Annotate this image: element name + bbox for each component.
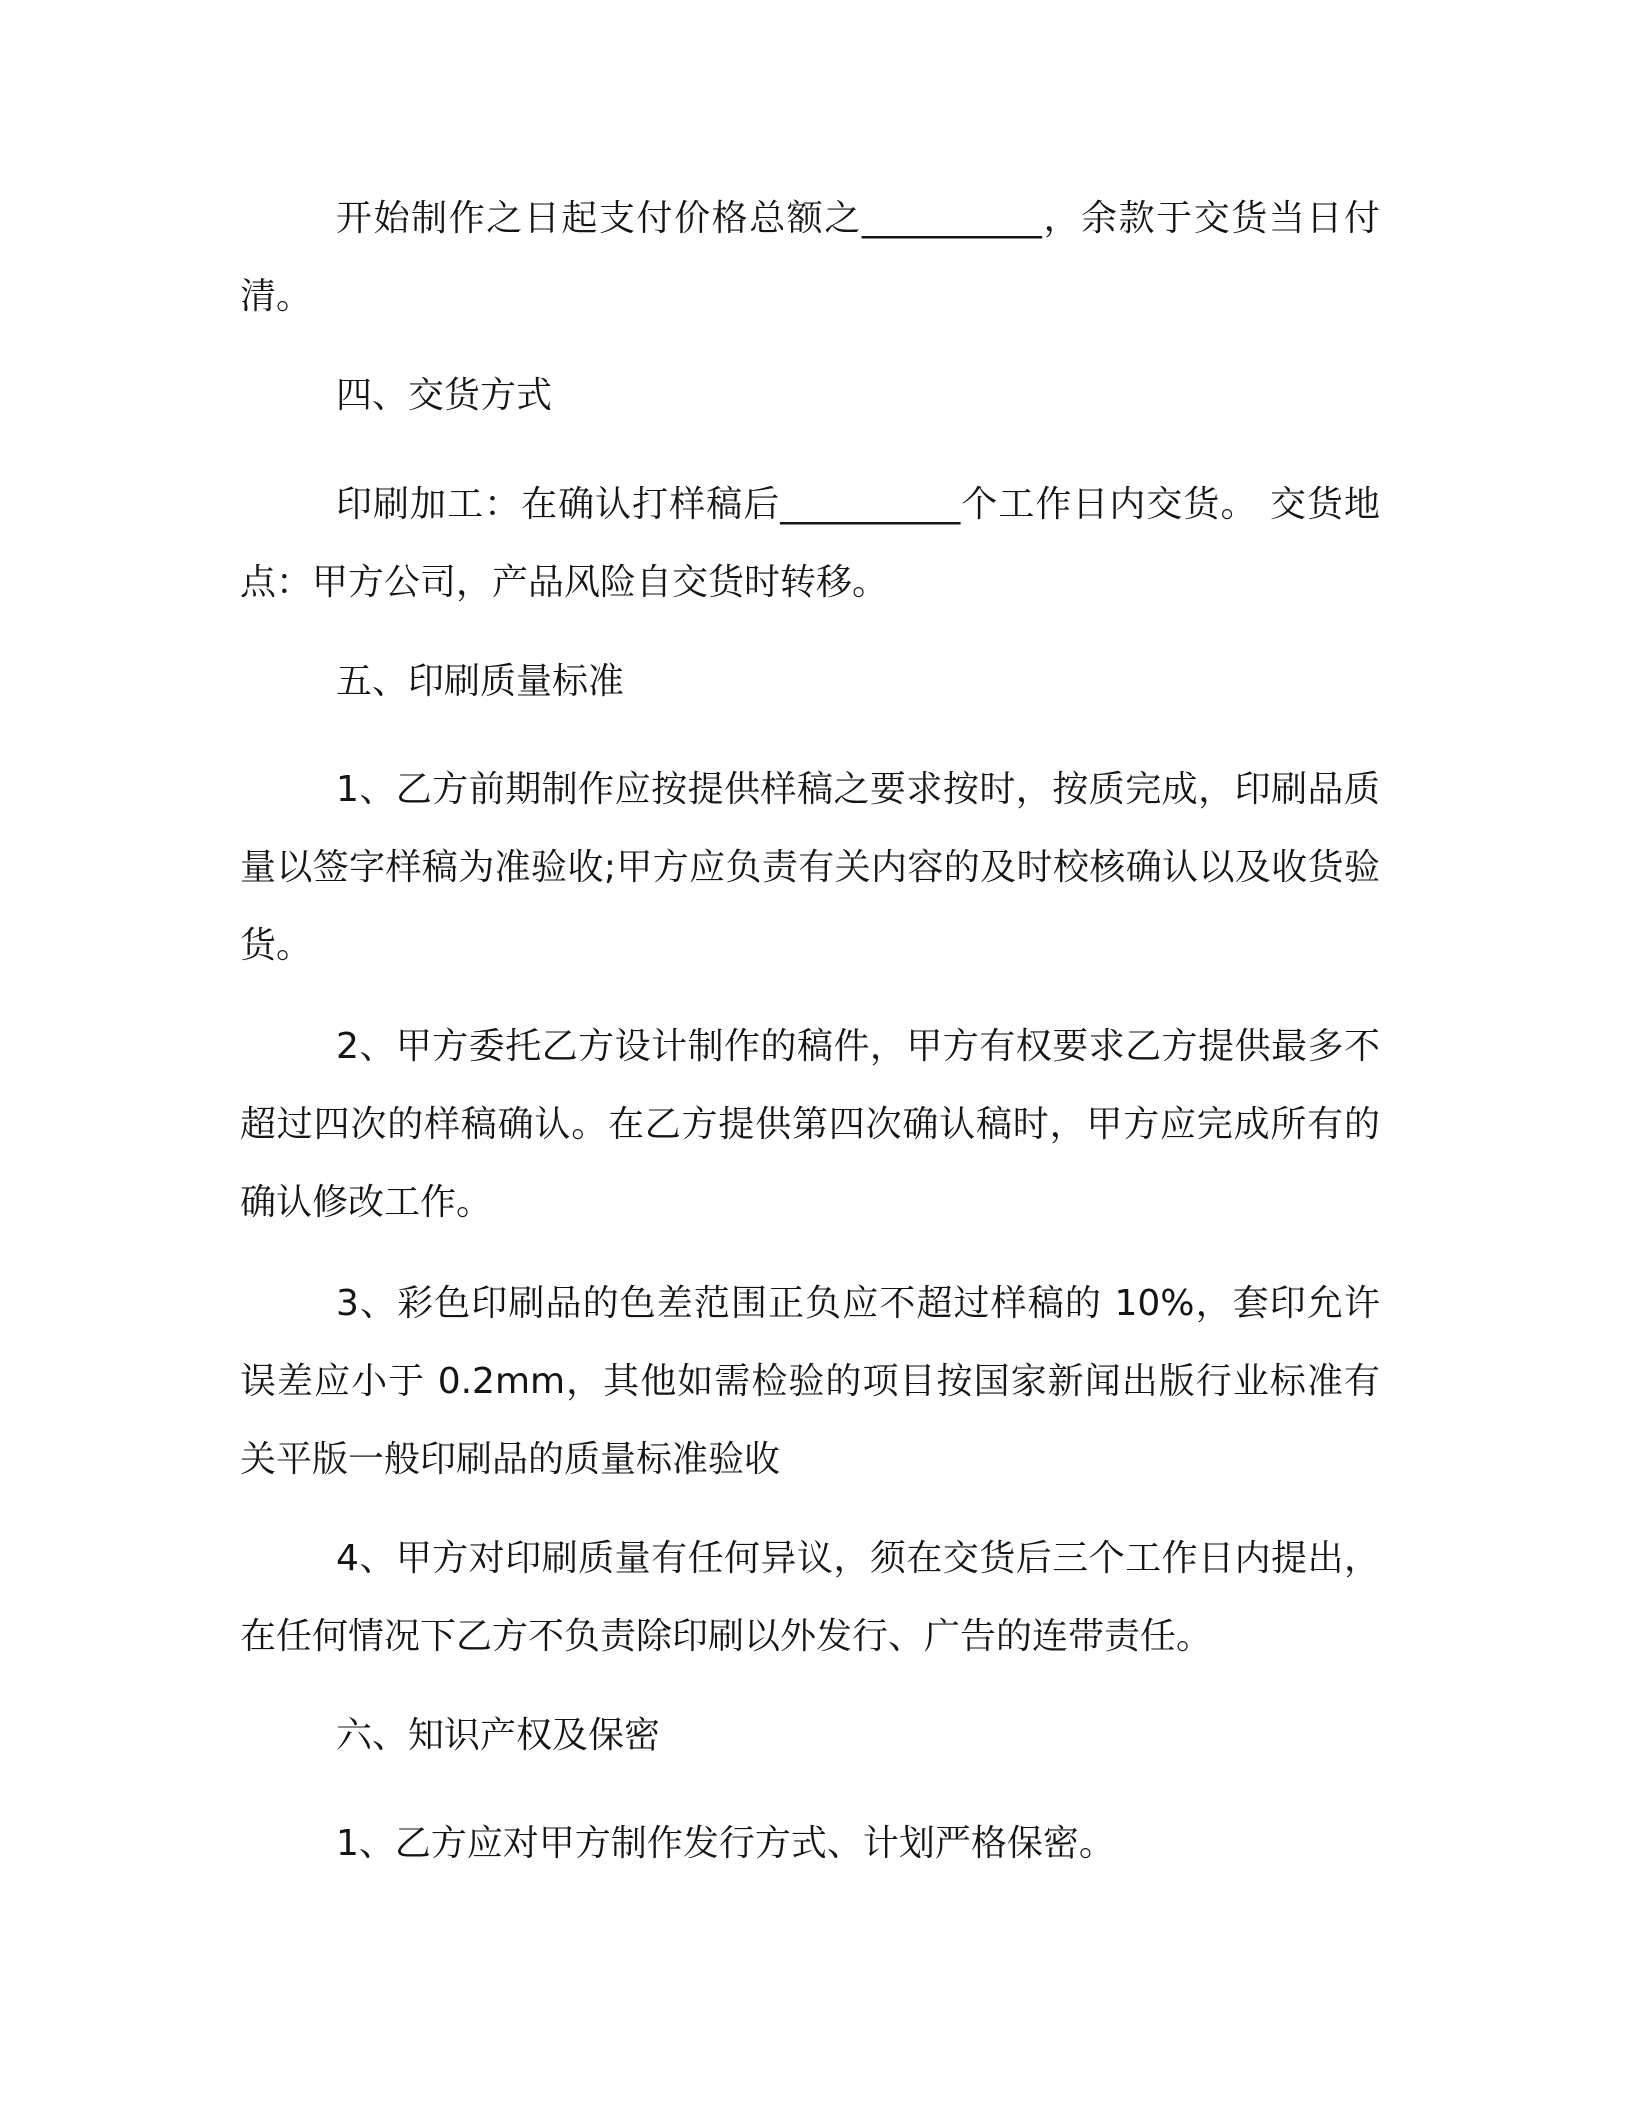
section-heading-ip-confidentiality: 六、知识产权及保密 [336, 1715, 661, 1756]
quality-clause-2: 2、甲方委托乙方设计制作的稿件，甲方有权要求乙方提供最多不超过四次的样稿确认。在乙方提供第四次确认稿时，甲方应完成所有的确认修改工作。 [240, 1026, 1380, 1223]
delivery-terms-paragraph: 印刷加工：在确认打样稿后__________个工作日内交货。 交货地点：甲方公司，产品风险自交货时转移。 [240, 484, 1380, 603]
quality-clause-4: 4、甲方对印刷质量有任何异议，须在交货后三个工作日内提出，在任何情况下乙方不负责除印刷以外发行、广告的连带责任。 [240, 1538, 1380, 1657]
quality-clause-1: 1、乙方前期制作应按提供样稿之要求按时，按质完成，印刷品质量以签字样稿为准验收;甲方应负责有关内容的及时校核确认以及收货验货。 [240, 769, 1380, 966]
quality-clause-3: 3、彩色印刷品的色差范围正负应不超过样稿的 10%，套印允许误差应小于 0.2mm，其他如需检验的项目按国家新闻出版行业标准有关平版一般印刷品的质量标准验收 [240, 1283, 1380, 1480]
section-heading-delivery: 四、交货方式 [336, 375, 553, 416]
payment-terms-paragraph: 开始制作之日起支付价格总额之__________，余款于交货当日付清。 [240, 198, 1380, 317]
section-heading-quality: 五、印刷质量标准 [336, 661, 625, 702]
confidentiality-clause-1: 1、乙方应对甲方制作发行方式、计划严格保密。 [336, 1823, 1115, 1864]
